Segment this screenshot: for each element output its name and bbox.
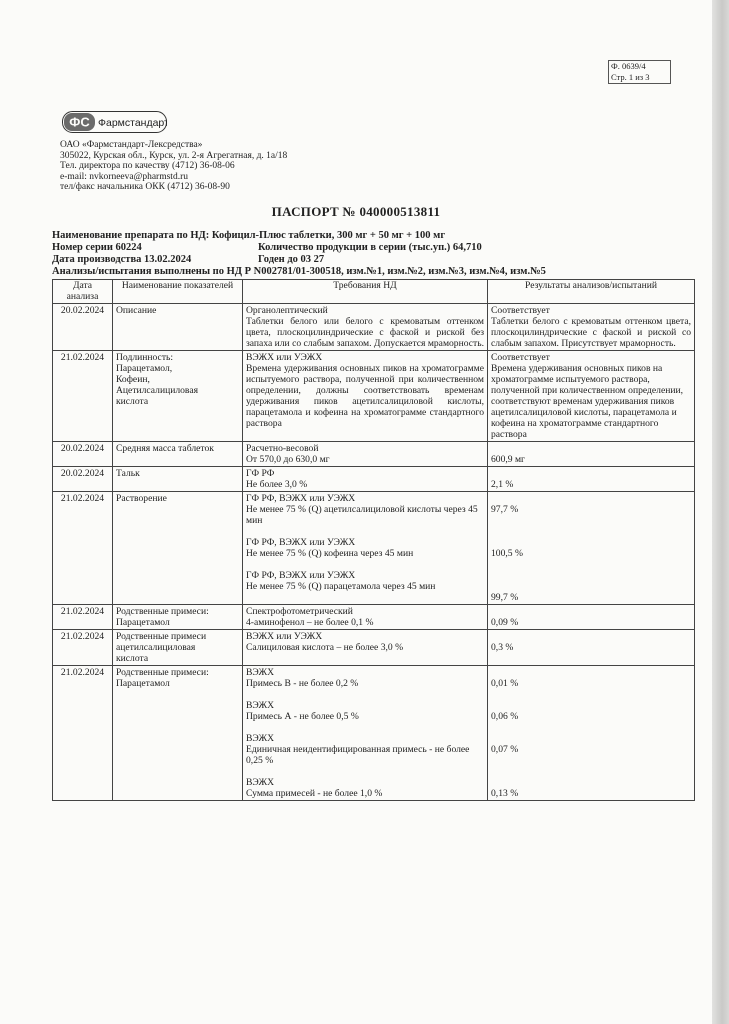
company-email: e-mail: nvkorneeva@pharmstd.ru: [60, 171, 188, 182]
product-name: Наименование препарата по НД: Кофицил-Плюс таблетки, 300 мг + 50 мг + 100 мг: [52, 230, 446, 241]
row-date: 20.02.2024: [53, 467, 113, 492]
table-header-row: [53, 280, 695, 304]
company-line: ОАО «Фармстандарт-Лексредства»: [60, 140, 203, 150]
row-indicator: Средняя масса таблеток: [113, 442, 243, 467]
header-requirements: Требования НД: [243, 280, 488, 304]
row-result: 2,1 %: [488, 467, 695, 492]
row-indicator: Родственные примеси: Парацетамол: [113, 666, 243, 801]
row-result: 97,7 % 100,5 % 99,7 %: [488, 492, 695, 605]
row-date: 21.02.2024: [53, 492, 113, 605]
table-row: [53, 351, 695, 442]
expiry-date: Годен до 03 27: [258, 254, 325, 265]
table-row: [53, 442, 695, 467]
row-requirements: ВЭЖХ или УЭЖХ Салициловая кислота – не более 3,0 %: [243, 630, 488, 666]
product-quantity: Количество продукции в серии (тыс.уп.) 64,710: [258, 242, 482, 253]
production-date: Дата производства 13.02.2024: [52, 254, 192, 265]
row-indicator: Родственные примеси ацетилсалициловая кислота: [113, 630, 243, 666]
row-result: Соответствует Таблетки белого с кремоватым оттенком цвета, плоскоцилиндрические с фаской и риской со слабым запахом. Присутствует мраморность.: [488, 304, 695, 351]
analysis-table: [52, 279, 695, 801]
analyses-reference: Анализы/испытания выполнены по НД Р N002781/01-300518, изм.№1, изм.№2, изм.№3, изм.№4, изм.№5: [52, 266, 546, 277]
row-indicator: Родственные примеси: Парацетамол: [113, 605, 243, 630]
table-row: [53, 467, 695, 492]
header-indicator: Наименование показателей: [113, 280, 243, 304]
row-requirements: Спектрофотометрический 4-аминофенол – не более 0,1 %: [243, 605, 488, 630]
row-result: Соответствует Времена удерживания основных пиков на хроматограмме испытуемого раствора, полученной при количественном определении, соответствуют временам удерживания пиков ацетилсалициловой кислоты, парацетамола и кофеина на хроматограмме стандартного раствора: [488, 351, 695, 442]
company-line: Тел. директора по качеству (4712) 36-08-06: [60, 161, 235, 172]
row-result: 0,3 %: [488, 630, 695, 666]
row-result: 0,01 % 0,06 % 0,07 % 0,13 %: [488, 666, 695, 801]
row-date: 21.02.2024: [53, 351, 113, 442]
row-result: 600,9 мг: [488, 442, 695, 467]
logo-text: Фармстандарт: [98, 117, 167, 129]
table-row: [53, 605, 695, 630]
company-line: тел/факс начальника ОКК (4712) 36-08-90: [60, 182, 230, 193]
row-result: 0,09 %: [488, 605, 695, 630]
company-logo: [62, 111, 167, 133]
row-indicator: Подлинность: Парацетамол, Кофеин, Ацетилсалициловая кислота: [113, 351, 243, 442]
table-row: [53, 666, 695, 801]
row-requirements: Расчетно-весовой От 570,0 до 630,0 мг: [243, 442, 488, 467]
passport-title: ПАСПОРТ № 040000513811: [271, 204, 441, 219]
row-indicator: Описание: [113, 304, 243, 351]
row-requirements: Органолептический Таблетки белого или белого с кремоватым оттенком цвета, плоскоцилиндрические с фаской и риской без запаха или со слабым запахом. Допускается мраморность.: [243, 304, 488, 351]
header-results: Результаты анализов/испытаний: [488, 280, 695, 304]
row-requirements: ГФ РФ, ВЭЖХ или УЭЖХ Не менее 75 % (Q) ацетилсалициловой кислоты через 45 мин ГФ РФ, ВЭЖХ или УЭЖХ Не менее 75 % (Q) кофеина через 45 мин ГФ РФ, ВЭЖХ или УЭЖХ Не менее 75 % (Q) парацетамола через 45 мин: [243, 492, 488, 605]
series-number: Номер серии 60224: [52, 242, 142, 253]
row-requirements: ВЭЖХ Примесь В - не более 0,2 % ВЭЖХ Примесь А - не более 0,5 % ВЭЖХ Единичная неидентифицированная примесь - не более 0,25 % ВЭЖХ Сумма примесей - не более 1,0 %: [243, 666, 488, 801]
row-date: 21.02.2024: [53, 605, 113, 630]
row-date: 20.02.2024: [53, 442, 113, 467]
table-row: [53, 492, 695, 605]
company-block: [60, 140, 287, 193]
form-code: Ф. 0639/4: [611, 61, 646, 71]
row-date: 20.02.2024: [53, 304, 113, 351]
row-requirements: ГФ РФ Не более 3,0 %: [243, 467, 488, 492]
logo-icon: [62, 111, 167, 133]
row-date: 21.02.2024: [53, 630, 113, 666]
page-number: Стр. 1 из 3: [611, 72, 650, 82]
table-row: [53, 630, 695, 666]
scan-edge: [712, 0, 729, 1024]
table-row: [53, 304, 695, 351]
row-date: 21.02.2024: [53, 666, 113, 801]
header-date: Дата анализа: [53, 280, 113, 304]
row-requirements: ВЭЖХ или УЭЖХ Времена удерживания основных пиков на хроматограмме испытуемого раствора, полученной при количественном определении, должны соответствовать временам удерживания пиков ацетилсалициловой кислоты, парацетамола и кофеина на хроматограмме стандартного раствора: [243, 351, 488, 442]
row-indicator: Растворение: [113, 492, 243, 605]
row-indicator: Тальк: [113, 467, 243, 492]
form-code-box: [608, 60, 671, 84]
logo-letters: ФС: [69, 114, 90, 130]
company-line: 305022, Курская обл., Курск, ул. 2-я Агрегатная, д. 1а/18: [60, 150, 288, 161]
